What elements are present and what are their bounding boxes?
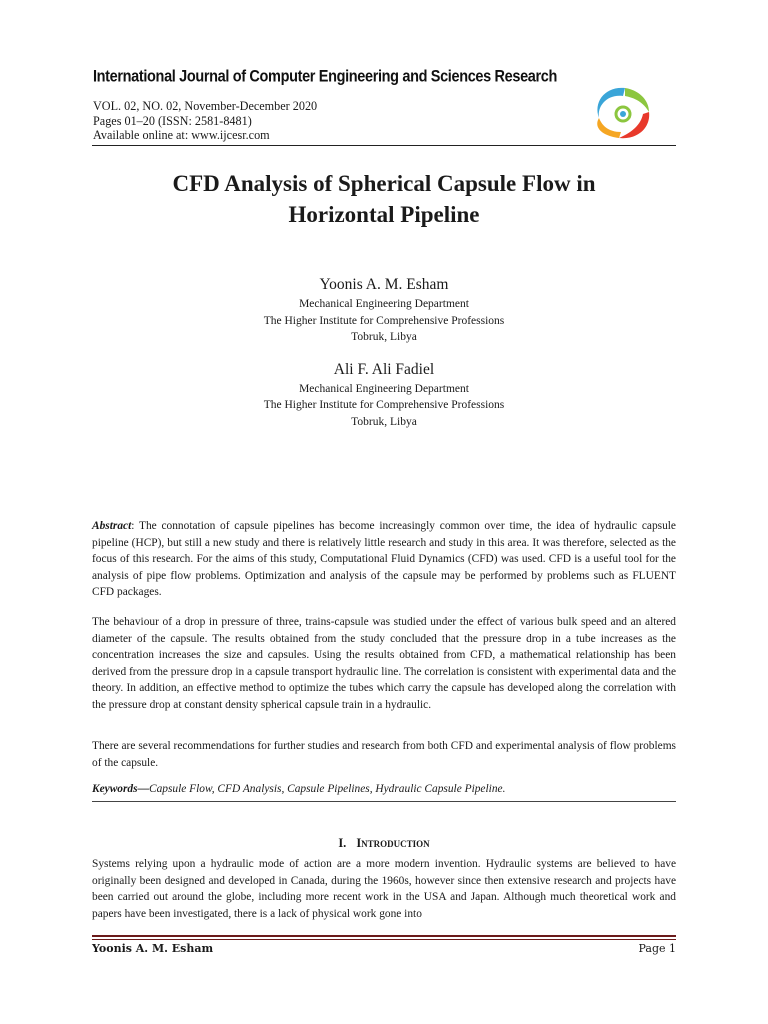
abstract-paragraph [92, 518, 676, 601]
author-institute: The Higher Institute for Comprehensive Professions [263, 314, 505, 327]
issue-info [93, 99, 317, 143]
author-department: Mechanical Engineering Department [299, 298, 469, 310]
abstract-text: : The connotation of capsule pipelines has become increasingly common over time, the idea of hydraulic capsule pipeline (HCP), but still a new study and there is relatively little research and study in this area. It was therefore, selected as the focus of this research. For the aims of this study, Computational Fluid Dynamics (CFD) was used. CFD is a useful tool for the analysis of pipe flow problems. Optimization and analysis of the capsule may be performed by problems such as FLUENT CFD packages. [92, 520, 676, 598]
author-name: Yoonis A. M. Esham [319, 276, 449, 293]
footer-rule [92, 935, 676, 937]
author-department: Mechanical Engineering Department [299, 382, 469, 395]
page-number: Page 1 [638, 942, 676, 955]
keywords [92, 781, 676, 798]
online-line: Available online at: www.ijcesr.com [93, 128, 270, 142]
author-location: Tobruk, Libya [351, 415, 417, 428]
footer-rule-thin [92, 939, 676, 940]
author-block [92, 274, 676, 346]
header-rule [92, 145, 676, 146]
pages-line: Pages 01‒20 (ISSN: 2581-8481) [93, 113, 252, 128]
footer-author: Yoonis A. M. Esham [92, 942, 214, 955]
keywords-text: Capsule Flow, CFD Analysis, Capsule Pipelines, Hydraulic Capsule Pipeline. [148, 783, 506, 795]
abstract-paragraph-3: There are several recommendations for further studies and research from both CFD and experimental analysis of flow problems of the capsule. [92, 740, 676, 769]
journal-title: International Journal of Computer Engineering and Sciences Research [93, 68, 558, 86]
abstract-label: Abstract [92, 520, 132, 532]
author-location: Tobruk, Libya [351, 331, 417, 343]
title-line-1: CFD Analysis of Spherical Capsule Flow in [172, 171, 596, 196]
abstract-paragraph-2: The behaviour of a drop in pressure of three, trains-capsule was studied under the effect of various bulk speed and an altered diameter of the capsule. The results obtained from the study concluded that the pressure drop in a tube increases as the concentration increases the size and capsules. Using the results obtained from CFD, a mathematical relationship has been derived from the pressure drop in a capsule transport hydraulic line. The correlation is consistent with experimental data and the theory. In addition, an effective method to optimize the tubes which carry the capsule has developed along the correlation with the pressure drop at constant density spherical capsule train in a hydraulic. [92, 616, 676, 711]
introduction-paragraph: Systems relying upon a hydraulic mode of action are a more modern invention. Hydraulic systems are believed to have originally been designed and developed in Canada, during the 1960s, however since then extensive research and projects have been carried out around the globe, including more recent work in the USA and Japan. Although much theoretical work and papers have been investigated, there is a lack of physical work gone into [92, 858, 676, 920]
volume-line: VOL. 02, NO. 02, November-December 2020 [93, 99, 318, 113]
section-heading-introduction [92, 836, 676, 851]
paper-title [92, 168, 676, 230]
section-label: Introduction [356, 836, 430, 850]
author-block [92, 359, 676, 431]
title-line-2: Horizontal Pipeline [288, 202, 480, 227]
swirl-logo-icon [585, 82, 661, 142]
author-institute: The Higher Institute for Comprehensive Professions [263, 399, 505, 411]
author-list [92, 274, 676, 443]
author-name: Ali F. Ali Fadiel [333, 360, 435, 378]
keywords-rule [92, 801, 676, 802]
keywords-label: Keywords— [92, 783, 149, 795]
section-number: I. [338, 836, 347, 850]
